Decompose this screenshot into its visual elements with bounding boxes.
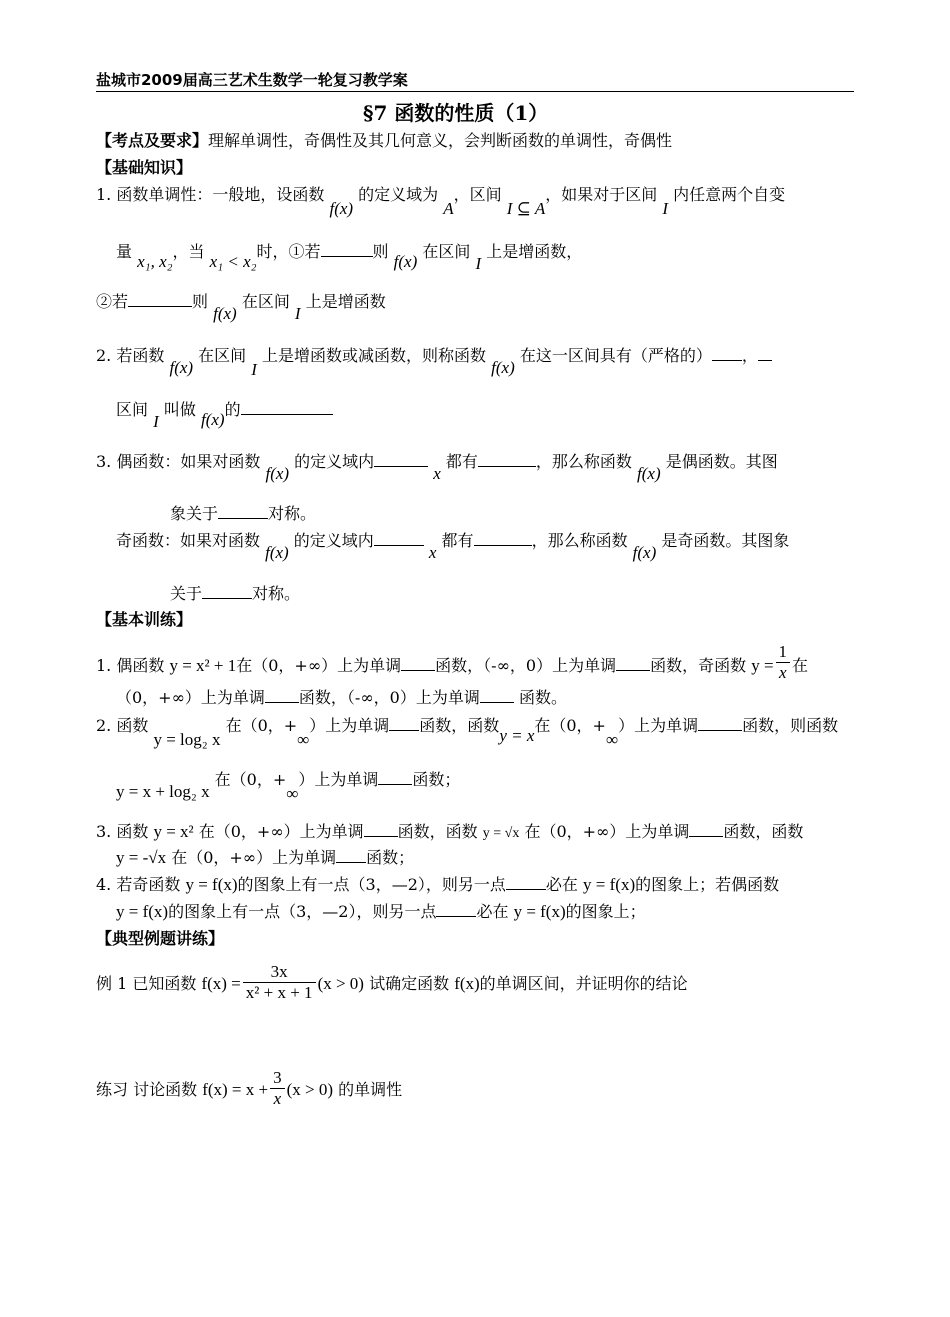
training-q2-line2: y = x + log₂ x 在（0，+∞）上为单调 函数； (116, 770, 461, 803)
blank[interactable] (436, 900, 476, 917)
blank[interactable] (336, 846, 366, 863)
training-q3-line1: 3. 函数 y = x² 在（0，+∞）上为单调 函数，函数 y = √x 在（0，+∞）上为单调 函数，函数 (96, 822, 804, 841)
training-q4-line2: y = f(x)的图象上有一点（3，—2），则另一点 必在 y = f(x)的图象上； (116, 902, 646, 921)
basics-item3-line1: 3. 偶函数：如果对函数 f(x) 的定义域内 x 都有 ，那么称函数 f(x) 是偶函数。其图 (96, 452, 778, 483)
examples-label: 【典型例题讲练】 (96, 929, 225, 948)
requirements-line (96, 130, 672, 152)
practice-line: 练习 讨论函数 f(x) = x + $\frac{3}{x}$ (x > 0) 的单调性 (96, 1068, 403, 1108)
blank[interactable] (202, 582, 252, 599)
training-q1-line1: 1. 偶函数 y = x² + 1在（0，+∞）上为单调 函数，（-∞，0）上为单调 函数，奇函数 y = $\frac{1}{x}$ 在 (96, 642, 809, 682)
training-q3-line2: y = -√x 在（0，+∞）上为单调 函数； (116, 848, 415, 867)
training-q1-line2: （0，+∞）上为单调 函数，（-∞，0）上为单调 函数。 (116, 688, 567, 707)
basics-item3-line3: 奇函数：如果对函数 f(x) 的定义域内 x 都有 ，那么称函数 f(x) 是奇函数。其图象 (116, 531, 790, 562)
basics-item3-line2: 象关于 对称。 (170, 504, 317, 523)
page-title: §7 函数的性质（1） (363, 101, 549, 125)
blank[interactable] (241, 398, 333, 415)
training-q4-line1: 4. 若奇函数 y = f(x)的图象上有一点（3，—2），则另一点 必在 y = f(x)的图象上；若偶函数 (96, 875, 780, 894)
basics-item3-line4: 关于 对称。 (170, 584, 301, 603)
basics-item1-line3: ②若 则 f(x) 在区间 I 上是增函数 (96, 292, 386, 323)
requirements-text: 理解单调性，奇偶性及其几何意义，会判断函数的单调性，奇偶性 (208, 131, 673, 150)
training-label: 【基本训练】 (96, 610, 193, 629)
basics-item1-line1: 1. 函数单调性：一般地，设函数 f(x) 的定义域为 A，区间 I ⊆ A，如果对于区间 I 内任意两个自变 (96, 185, 786, 218)
example1-line: 例 1 已知函数 f(x) = $\frac{3x}{\text{x² + x + 1}}$ (x > 0) 试确定函数 f(x)的单调区间，并证明你的结论 (96, 962, 688, 1002)
blank[interactable] (758, 344, 772, 361)
training-q2-line1: 2. 函数 y = log₂ x 在（0，+∞）上为单调 函数，函数y = x在（0，+∞）上为单调 函数，则函数 (96, 716, 839, 749)
blank[interactable] (389, 714, 419, 731)
blank[interactable] (480, 686, 514, 703)
blank[interactable] (506, 873, 546, 890)
basics-label: 【基础知识】 (96, 158, 193, 177)
requirements-label: 【考点及要求】 (96, 131, 209, 150)
blank[interactable] (401, 654, 435, 671)
blank[interactable] (698, 714, 742, 731)
blank[interactable] (321, 240, 373, 257)
basics-item2-line1: 2. 若函数 f(x) 在区间 I 上是增函数或减函数，则称函数 f(x) 在这一区间具有（严格的） ， (96, 344, 772, 367)
blank[interactable] (374, 450, 428, 467)
fraction: $\frac{1}{x}$ (776, 642, 791, 683)
blank[interactable] (689, 820, 723, 837)
blank[interactable] (364, 820, 398, 837)
fraction: $\frac{3}{x}$ (270, 1068, 285, 1109)
blank[interactable] (474, 529, 532, 546)
basics-item2-line2: 区间 I 叫做 f(x)的 (116, 398, 333, 421)
header-text: 盐城市2009届高三艺术生数学一轮复习教学案 (96, 71, 408, 89)
blank[interactable] (265, 686, 299, 703)
header-rule (96, 91, 854, 92)
blank[interactable] (128, 290, 192, 307)
blank[interactable] (218, 502, 268, 519)
blank[interactable] (712, 344, 742, 361)
blank[interactable] (378, 768, 412, 785)
basics-item1-line2: 量 x₁, x₂，当 x₁ < x₂时，①若 则 f(x) 在区间 I 上是增函数， (116, 242, 583, 273)
fraction: $\frac{3x}{\text{x² + x + 1}}$ (243, 962, 316, 1003)
blank[interactable] (374, 529, 424, 546)
blank[interactable] (478, 450, 536, 467)
blank[interactable] (616, 654, 650, 671)
